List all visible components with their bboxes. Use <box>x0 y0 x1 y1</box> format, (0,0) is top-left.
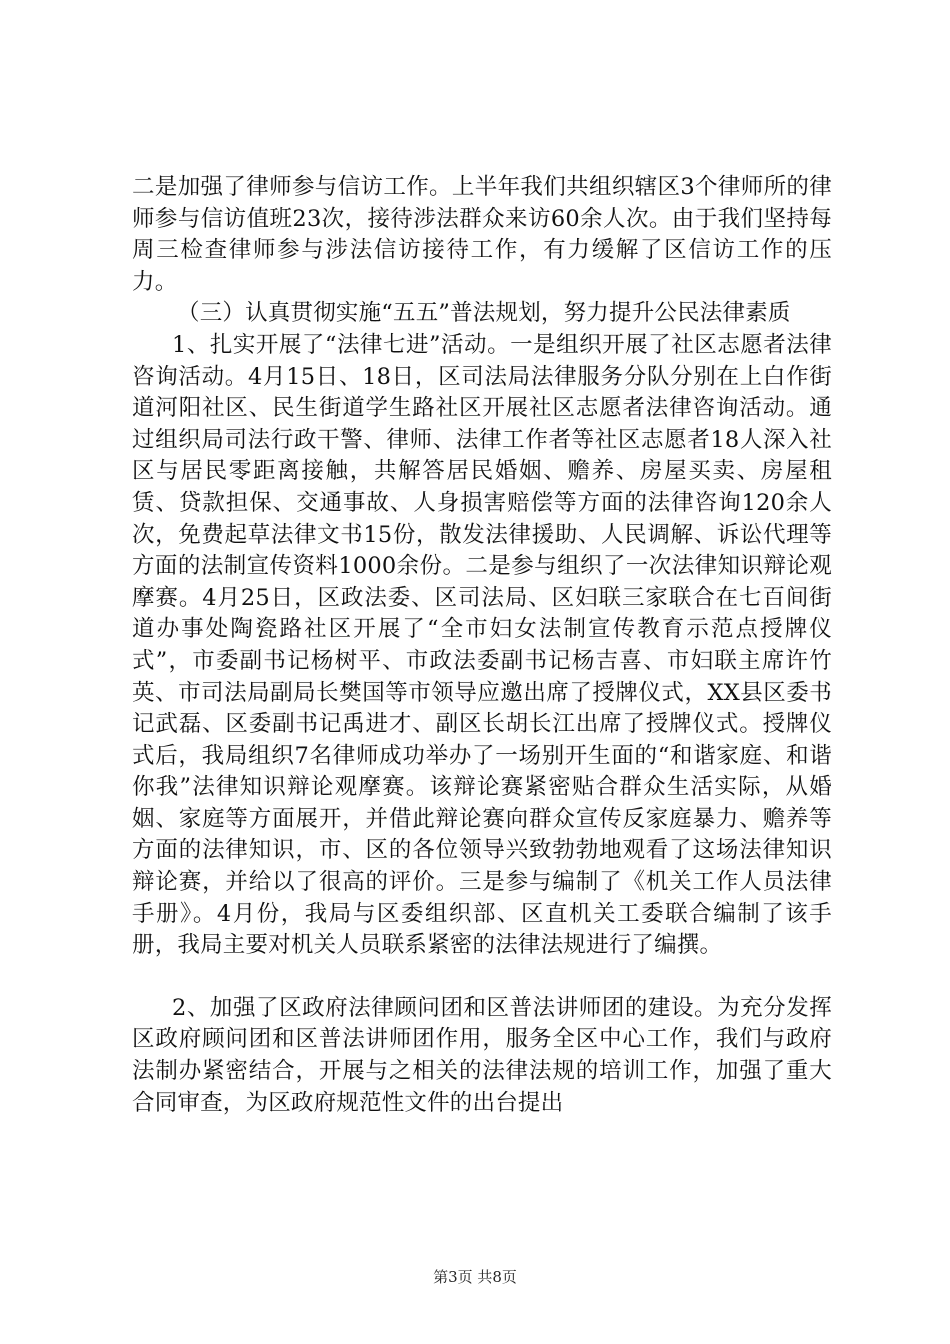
page-number-footer: 第3页 共8页 <box>433 1268 517 1286</box>
paragraph-legal-advisors: 2、加强了区政府法律顾问团和区普法讲师团的建设。为充分发挥区政府顾问团和区普法讲师团作用，服务全区中心工作，我们与政府法制办紧密结合，开展与之相关的法律法规的培训工作，加强了重大合同审查，为区政府规范性文件的出台提出 <box>132 994 832 1116</box>
paragraph-gap <box>132 962 832 993</box>
paragraph-lawyer-petition: 二是加强了律师参与信访工作。上半年我们共组织辖区3个律师所的律师参与信访值班23次，接待涉法群众来访60余人次。由于我们坚持每周三检查律师参与涉法信访接待工作，有力缓解了区信访工作的压力。 <box>132 174 832 295</box>
section-heading-five-five: （三）认真贯彻实施“五五”普法规划，努力提升公民法律素质 <box>177 300 791 327</box>
paragraph-law-seven-entries: 1、扎实开展了“法律七进”活动。一是组织开展了社区志愿者法律咨询活动。4月15日、18日，区司法局法律服务分队分别在上白作街道河阳社区、民生街道学生路社区开展社区志愿者法律咨询活动。通过组织局司法行政干警、律师、法律工作者等社区志愿者18人深入社区与居民零距离接触，共解答居民婚姻、赡养、房屋买卖、房屋租赁、贷款担保、交通事故、人身损害赔偿等方面的法律咨询120余人次，免费起草法律文书15份，散发法律援助、人民调解、诉讼代理等方面的法制宣传资料1000余份。二是参与组织了一次法律知识辩论观摩赛。4月25日，区政法委、区司法局、区妇联三家联合在七百间街道办事处陶瓷路社区开展了“全市妇女法制宣传教育示范点授牌仪式”，市委副书记杨树平、市政法委副书记杨吉喜、市妇联主席许竹英、市司法局副局长樊国等市领导应邀出席了授牌仪式，XX县区委书记武磊、区委副书记禹进才、副区长胡长江出席了授牌仪式。授牌仪式后，我局组织7名律师成功举办了一场别开生面的“和谐家庭、和谐你我”法律知识辩论观摩赛。该辩论赛紧密贴合群众生活实际，从婚姻、家庭等方面展开，并借此辩论赛向群众宣传反家庭暴力、赡养等方面的法律知识，市、区的各位领导兴致勃勃地观看了这场法律知识辩论赛，并给以了很高的评价。三是参与编制了《机关工作人员法律手册》。4月份，我局与区委组织部、区直机关工委联合编制了该手册，我局主要对机关人员联系紧密的法律法规进行了编撰。 <box>132 331 832 959</box>
document-body <box>132 172 832 1119</box>
